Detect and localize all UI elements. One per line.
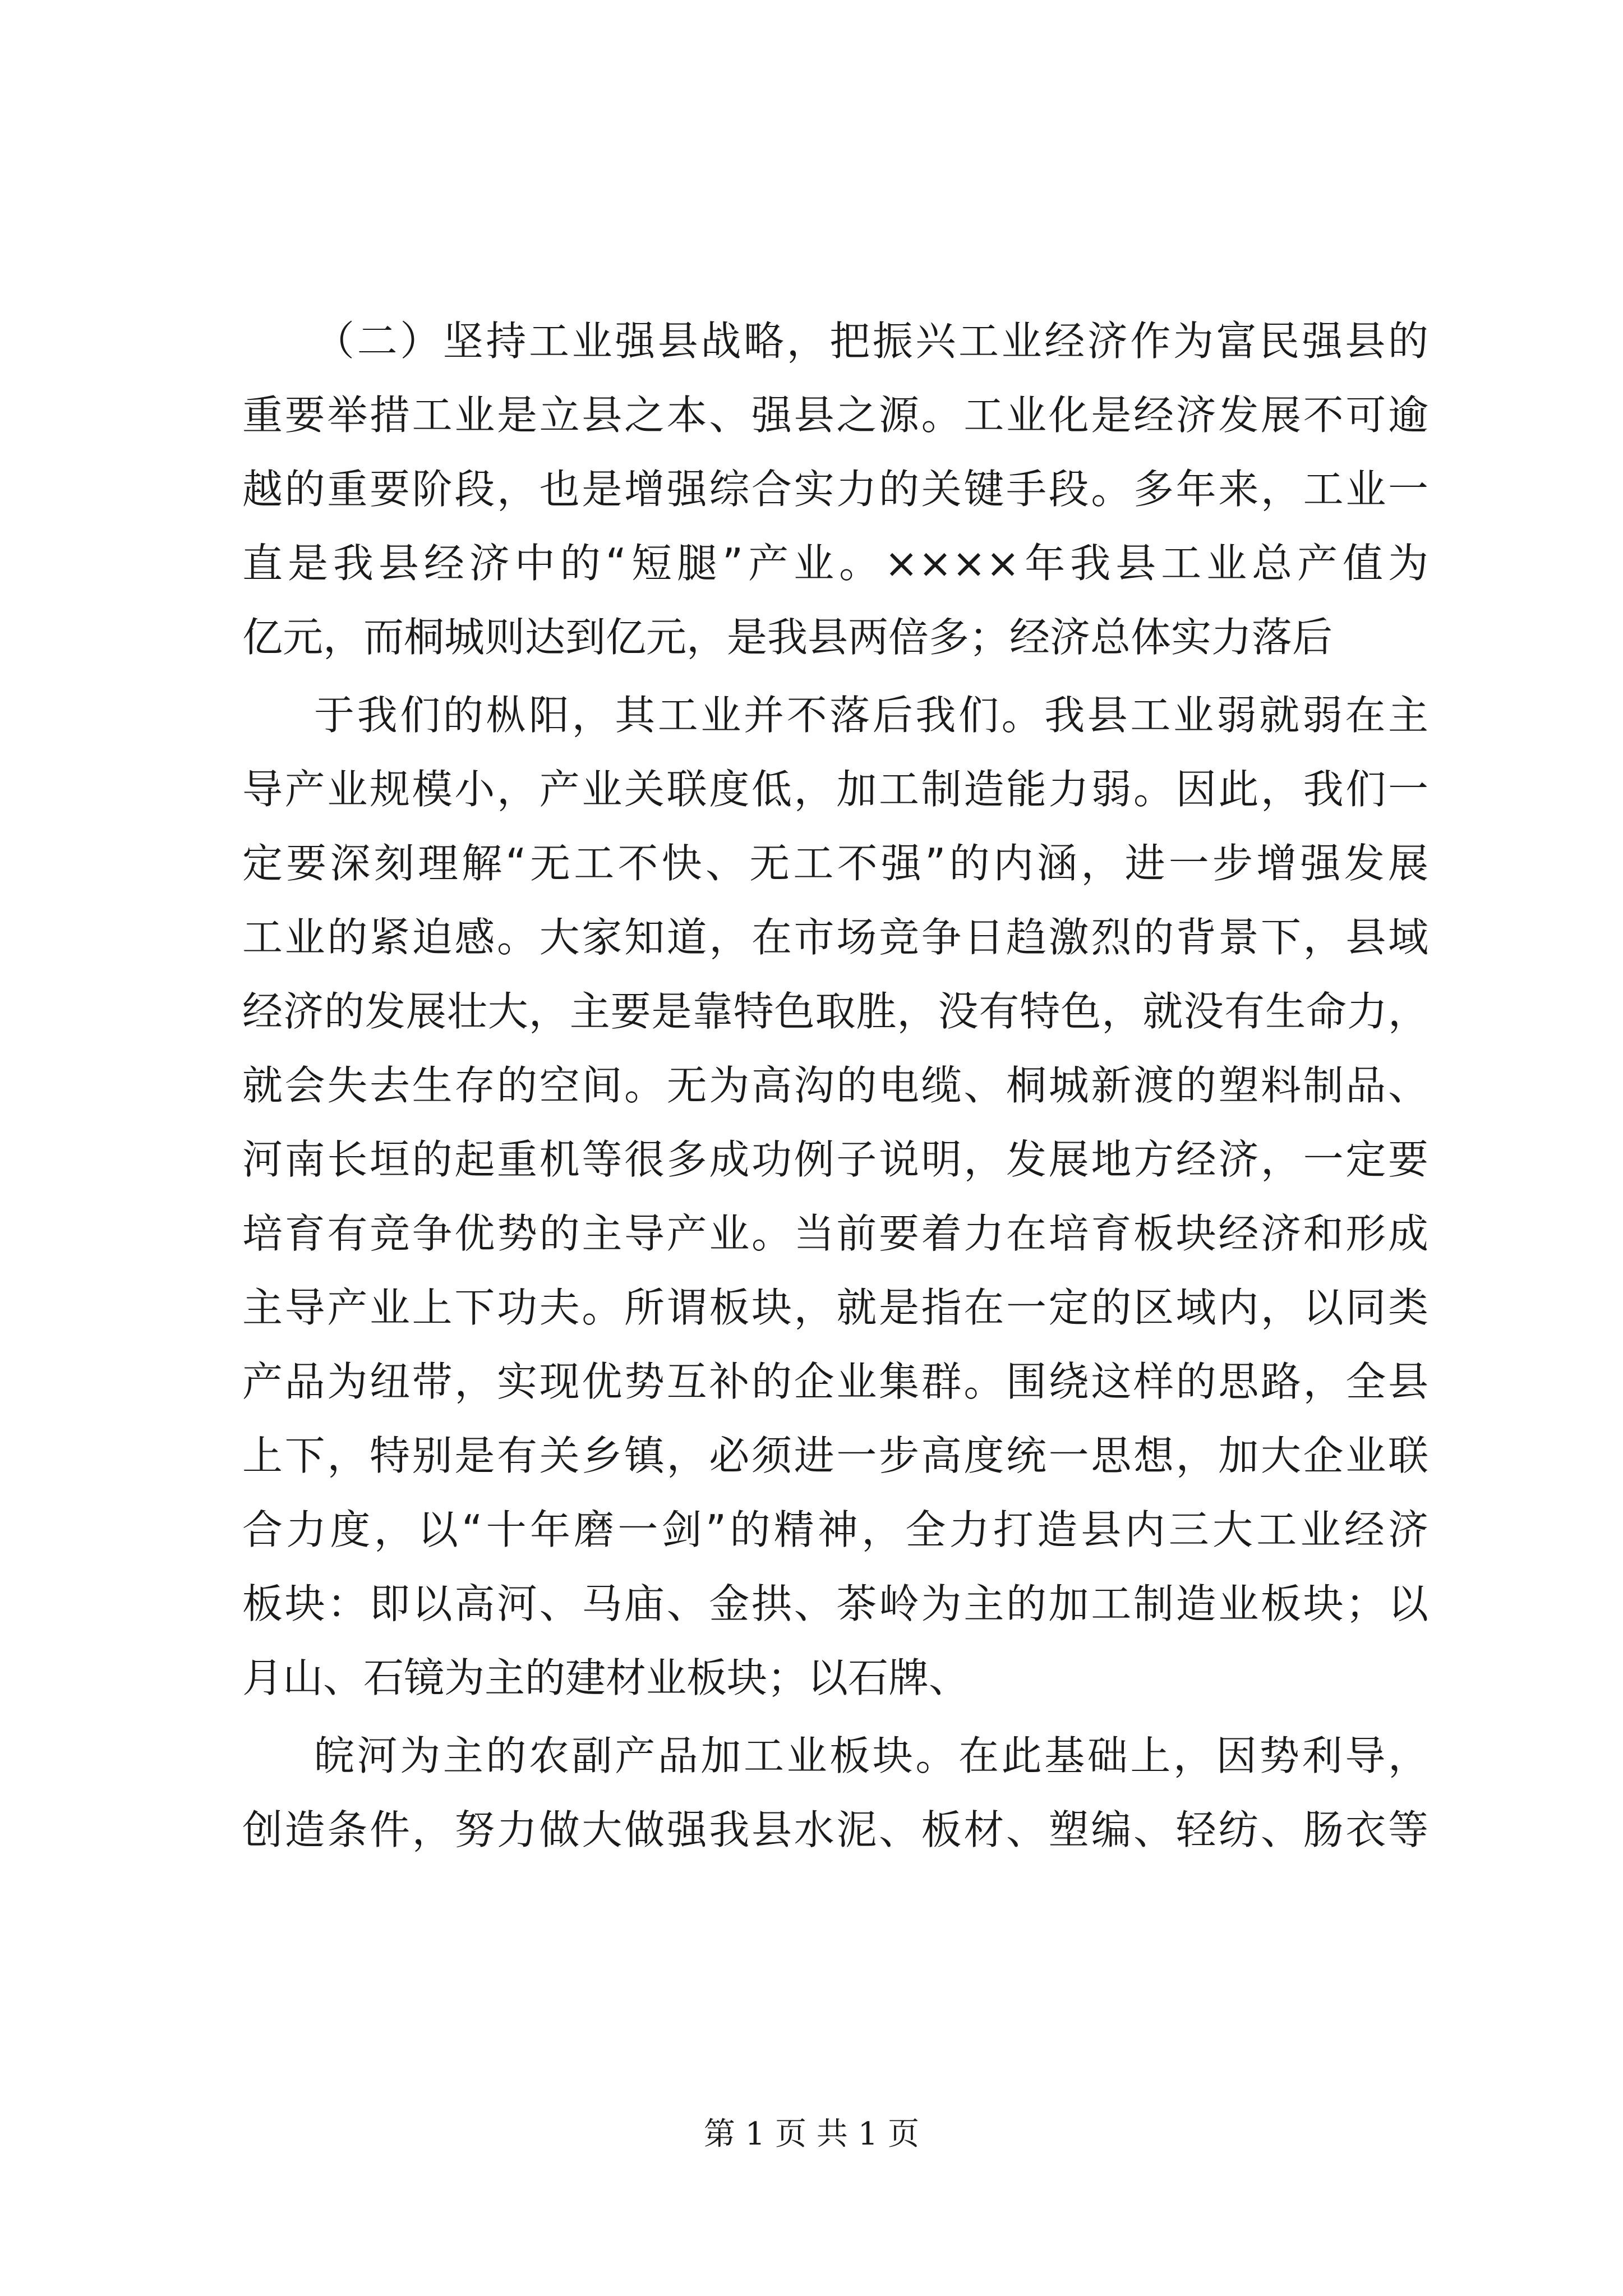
text-line: 培育有竞争优势的主导产业。当前要着力在培育板块经济和形成 bbox=[242, 1210, 1428, 1257]
text-line: 经济的发展壮大，主要是靠特色取胜，没有特色，就没有生命力， bbox=[242, 988, 1428, 1035]
text-line: 皖河为主的农副产品加工业板块。在此基础上，因势利导， bbox=[314, 1732, 1428, 1779]
text-line: 工业的紧迫感。大家知道，在市场竞争日趋激烈的背景下，县域 bbox=[242, 914, 1428, 961]
text-line: 创造条件，努力做大做强我县水泥、板材、塑编、轻纺、肠衣等 bbox=[242, 1806, 1428, 1853]
text-line: 亿元，而桐城则达到亿元，是我县两倍多；经济总体实力落后 bbox=[242, 614, 1333, 661]
text-line: 导产业规模小，产业关联度低，加工制造能力弱。因此，我们一 bbox=[242, 766, 1428, 813]
text-line: 月山、石镜为主的建材业板块；以石牌、 bbox=[242, 1654, 970, 1701]
text-line: 就会失去生存的空间。无为高沟的电缆、桐城新渡的塑料制品、 bbox=[242, 1062, 1428, 1109]
text-line: 产品为纽带，实现优势互补的企业集群。围绕这样的思路，全县 bbox=[242, 1358, 1428, 1405]
text-line: 上下，特别是有关乡镇，必须进一步高度统一思想，加大企业联 bbox=[242, 1432, 1428, 1479]
text-line: 板块：即以高河、马庙、金拱、茶岭为主的加工制造业板块；以 bbox=[242, 1580, 1428, 1627]
page-footer: 第 1 页 共 1 页 bbox=[703, 2116, 920, 2152]
text-line: 河南长垣的起重机等很多成功例子说明，发展地方经济，一定要 bbox=[242, 1136, 1428, 1183]
text-line: 直是我县经济中的“短腿”产业。××××年我县工业总产值为 bbox=[242, 540, 1428, 587]
text-line: 重要举措工业是立县之本、强县之源。工业化是经济发展不可逾 bbox=[242, 392, 1428, 439]
text-line: 合力度，以“十年磨一剑”的精神，全力打造县内三大工业经济 bbox=[242, 1506, 1428, 1553]
text-line: （二）坚持工业强县战略，把振兴工业经济作为富民强县的 bbox=[314, 318, 1428, 365]
text-line: 定要深刻理解“无工不快、无工不强”的内涵，进一步增强发展 bbox=[242, 840, 1428, 887]
text-line: 主导产业上下功夫。所谓板块，就是指在一定的区域内，以同类 bbox=[242, 1284, 1428, 1331]
text-line: 越的重要阶段，也是增强综合实力的关键手段。多年来，工业一 bbox=[242, 466, 1428, 513]
text-line: 于我们的枞阳，其工业并不落后我们。我县工业弱就弱在主 bbox=[314, 692, 1428, 739]
